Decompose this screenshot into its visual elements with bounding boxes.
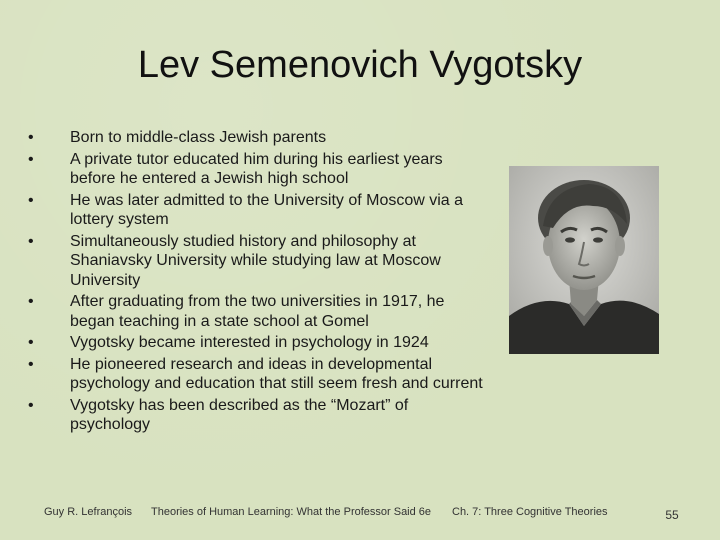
bullet-text: Vygotsky became interested in psychology in 1924 — [70, 334, 429, 351]
bullet-marker: • — [28, 355, 34, 373]
bullet-list — [28, 128, 490, 437]
bullet-item — [28, 128, 490, 148]
bullet-item — [28, 232, 490, 291]
bullet-item — [28, 292, 490, 331]
bullet-item — [28, 355, 490, 394]
footer-author: Guy R. Lefrançois — [44, 506, 133, 518]
bullet-text: He pioneered research and ideas in developmental psychology and education that still seem fresh and current — [70, 355, 483, 392]
portrait-photo — [509, 166, 659, 354]
bullet-text: Vygotsky has been described as the “Mozart” of psychology — [70, 396, 409, 433]
bullet-item — [28, 150, 490, 189]
bullet-text: Born to middle-class Jewish parents — [70, 129, 327, 146]
bullet-marker: • — [28, 150, 34, 168]
portrait-illustration — [509, 166, 659, 354]
bullet-item — [28, 333, 490, 353]
bullet-text: After graduating from the two universities in 1917, he began teaching in a state school at Gomel — [70, 293, 445, 330]
footer-book-title: Theories of Human Learning: What the Professor Said 6e — [151, 506, 432, 518]
bullet-marker: • — [28, 293, 34, 310]
slide-title: Lev Semenovich Vygotsky — [137, 44, 583, 86]
bullet-marker: • — [28, 334, 34, 351]
bullet-text: Simultaneously studied history and philosophy at Shaniavsky University while studying law at Moscow University — [70, 232, 441, 289]
bullet-marker: • — [28, 129, 34, 146]
bullet-text: He was later admitted to the University of Moscow via a lottery system — [70, 191, 464, 228]
bullet-marker: • — [28, 232, 34, 250]
bullet-item — [28, 396, 490, 435]
page-number: 55 — [665, 508, 679, 522]
bullet-marker: • — [28, 191, 34, 209]
bullet-text: A private tutor educated him during his earliest years before he entered a Jewish high school — [70, 150, 443, 187]
bullet-item — [28, 191, 490, 230]
footer-chapter: Ch. 7: Three Cognitive Theories — [452, 506, 608, 518]
bullet-marker: • — [28, 396, 34, 414]
